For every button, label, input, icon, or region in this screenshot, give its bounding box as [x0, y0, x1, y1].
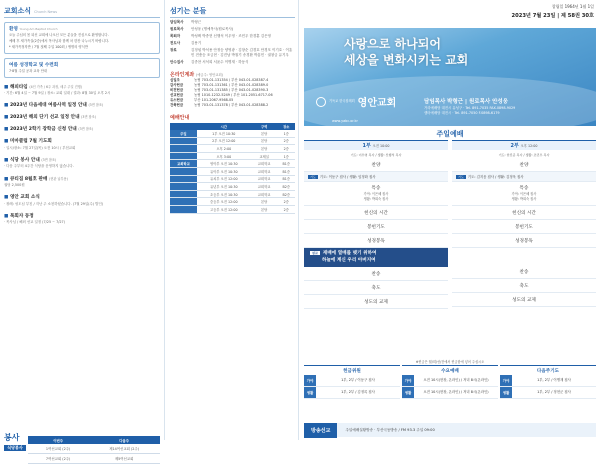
news-item: ■ 미마클럽 7월 기도회 · 일시/장소: 7월 27일(목) 오전 10시 / 부천교회: [4, 139, 76, 150]
staff-row: 장로 김정섭 박석용 안정승 양영광 · 김창순 김경호 안경모 이기호 · 이흥민 전충승 조금현 · 김진남 박철기 송경환 박흥민 · 권창금 유기우: [170, 48, 293, 58]
news-item: ■ 식당 봉사 안내 (3면 참조) · 다음 주부터 4주간 식당을 운영하지 않습니다.: [4, 157, 74, 169]
account-row: 선교헌금 농협 1010-1232-5249 / 부산 101-2051-6717-06: [170, 93, 273, 98]
account-row: 감사헌금 농협 703-01-131361 / 부산 043-01-028389-0: [170, 83, 269, 88]
table-row: 오후 2:00 본당 2층: [170, 145, 295, 153]
church-news-column: [0, 0, 165, 461]
table-row: 초등부 오전 10:30 교회학교 B2층: [170, 190, 295, 198]
table-row: 주일 1부 오전 10:30 본당 1층: [170, 130, 295, 137]
offering-committee: 헌금위원 가야 1부, 2부 / 이동구 집사 생활 1부, 2부 / 김정록 집사: [304, 365, 400, 399]
table-row: 2부 오전 12:00 본당 2층: [170, 137, 295, 145]
news-item: ■ 해피타임 (4인 가족 / 6주 과정, 매주 주일 진행) · 기간: 6월 4일 ~ 7월 9일 / 장소: 교회 일대 / 결과: 8월 30일 오후 2시: [4, 84, 111, 96]
welcome-line: 예배 후 새가족실(2층)에서 목사님과 함께 차 한잔 나누시기 바랍니다.: [9, 38, 110, 43]
serve-table: 이번주 다음주 1여선교회 (2주) 제14여선교회 (2주) 7여선교회 (2주) 제5여선교회: [28, 436, 160, 464]
news-title: 교회소식 Church News: [4, 6, 160, 18]
news-items: [4, 84, 160, 226]
table-row: 유년부 오전 10:30 교회학교 B2층: [170, 183, 295, 191]
table-row: 교회학교 영아부 오전 10:30 교회학교 B1층: [170, 160, 295, 168]
table-row: 유아부 오전 10:30 교회학교 B1층: [170, 168, 295, 176]
service-1: 1부 오전 10:00 기도: 이우영 목사 / 생활: 신행석 목사 찬양 기도 기도: 이동구 집사 / 생활: 임정화 집사 특송 가야: 이은혜 집사 생활: 박희숙 집사 헌신의 시간 봉헌기도 성경봉독 설교 재배에 열매를 맺기 위하여 하늘에 계신 우리 아버지여 찬송 축도 성도의 교제: [304, 140, 448, 309]
news-item: ■ 큐티집 8월호 판매 (현관 납부용) 권당 2,500원: [4, 176, 68, 188]
org-title: 섬기는 분들: [170, 6, 295, 18]
table-row: 오후 3:00 교제실 1층: [170, 152, 295, 160]
duty-section: [304, 365, 596, 399]
issue-header: [300, 0, 600, 22]
welcome-title: 환영: [9, 27, 18, 32]
welcome-box: 환영 Young Am Baptist Church 오늘 주님의 몸 되신 교회에 나오신 모든 분들을 진심으로 환영합니다. 예배 후 새가족실(2층)에서 목사님과 함께 차 한잔 나누시기 바랍니다. * 새가족정착반 / 7월 첫째 주일 100회 / 생명의 양식반: [4, 22, 160, 54]
church-logo: 기독교 한국침례회 영안교회: [316, 94, 396, 109]
issue-date: 2023년 7월 23일 | 제 58권 30호: [511, 13, 594, 19]
broadcast-footer: 방송선교 주일예배실황방송 · 부산극동방송 / FM 93.3 주일 09:00: [304, 423, 596, 437]
accounts-list: [170, 78, 295, 108]
table-row: 7여선교회 (2주) 제5여선교회: [28, 454, 160, 464]
worship-order-column: [300, 0, 600, 440]
summer-box: 여름 성경학교 및 수련회 7·8월 주일 공과 교육 안내: [4, 58, 160, 78]
staff-row: 전도사 김용기: [170, 41, 202, 46]
account-row: 비전헌금 농협 703-01-131385 / 부산 043-01-028390-3: [170, 88, 269, 93]
news-item: ■ 2023년 다음세대 여름사역 일정 안내 (3면 참조): [4, 103, 104, 109]
news-item: ■ 영안 교회 소식 · 장례: 성도님 부친 / 지난 주 소천하셨습니다. (7월 29일(수) 발인): [4, 195, 104, 206]
org-list: [170, 20, 295, 65]
account-row: 십일조 농협 703-01-131354 / 부산 043-01-028387-4: [170, 78, 269, 83]
staff-row: 원로목사 안성웅 (명예목사/원로목사): [170, 27, 234, 32]
table-row: 중등부 오전 12:00 본당 2층: [170, 198, 295, 206]
staff-row: 안수집사 김종찬 서석희 서윤수 이병재 · 하동식: [170, 60, 249, 65]
account-row: 건축헌금 농협 703-01-131378 / 부산 043-01-028388-2: [170, 103, 269, 108]
worship-title: 주일예배: [436, 130, 464, 138]
table-row: 1여선교회 (2주) 제14여선교회 (2주): [28, 444, 160, 454]
slogan: 사랑으로 하나되어 세상을 변화시키는 교회: [344, 37, 469, 68]
news-item: ■ 2023년 해외 단기 선교 일정 안내 (3면 참조): [4, 115, 96, 121]
news-item: ■ 목회자 동정 · 목사님 / 해외 선교 일정 (7/25 ~ 7/27): [4, 213, 66, 225]
church-info: 담임목사 박형근 | 원로목사 안성웅 거리예배당 대전시 유성구 · Tel. 891-7035 FAX.0898-9029 샘터예배당 대전시 · Tel. 891-7050 F.0898-6179: [424, 99, 516, 116]
banner: [304, 28, 596, 126]
staff-row: 담임목사 박형근: [170, 20, 202, 24]
founded-date: 창립일 1964년 1월 1일: [551, 4, 594, 9]
sermon-title: 설교 재배에 열매를 맺기 위하여 하늘에 계신 우리 아버지여: [304, 248, 448, 267]
staff-column: [166, 0, 299, 440]
service-2: 2부 오후 12:00 기도: 한진준 목사 / 생활: 조민우 목사 찬양 기도 기도: 김지음 집사 / 생활: 김정욱 집사 특송 가야: 이은혜 집사 생활: 박희숙 집사 헌신의 시간 봉헌기도 성경봉독 찬송 축도 성도의 교제: [452, 140, 596, 307]
staff-row: 목회자 박성택 박종현 신행석 이우영 · 조민우 한경훈 김은영: [170, 34, 271, 39]
offering-note: ※헌금은 월/회/선/전에서 헌금함에 넣어 주십시오: [415, 360, 485, 364]
welcome-line: * 새가족정착반 / 7월 첫째 주일 100회 / 생명의 양식반: [9, 44, 89, 49]
next-week-prayer: 다음주기도 가야 1부, 2부 / 이병재 집사 생활 1부, 2부 / 정현군 집사: [500, 365, 596, 399]
worship-schedule-title: 예배안내: [170, 115, 190, 122]
serve-label: 봉사 식당봉사: [4, 434, 26, 466]
table-row: 유치부 오전 12:00 교회학교 B1층: [170, 175, 295, 183]
wednesday-service: 수요예배 가야 오전 10시(현장, 온라인) / 저녁 8시(온라인) 생활 오전 10시(현장, 온라인) / 저녁 8시(온라인): [402, 365, 498, 399]
table-row: 고등부 오전 12:00 본당 2층: [170, 206, 295, 214]
news-item: ■ 2023년 2학기 장학금 신청 안내 (3면 참조): [4, 127, 94, 133]
church-url[interactable]: www.yabc.or.kr: [332, 119, 358, 123]
worship-schedule-table: 시간 구역 장소 주일 1부 오전 10:30 본당 1층 2부 오전 12:00 본당 2층 오후 2:00 본당 2층 오후 3:00 교제실 1층 교회학교 영아부 오전 10:30 교회학교 B1층 유아부 오전 10:30 교회학교 B1층 유치부 오전 12:00 교회학교 B1층 유년부 오전 10:30 교회학교 B2층 초등부 오전 10:30 교회학교 B2층 중등부 오전 12:00 본당 2층 고등부 오전 12:00 본당 2층: [170, 123, 295, 214]
church-logo-icon: [316, 97, 326, 107]
welcome-line: 오늘 주님의 몸 되신 교회에 나오신 모든 분들을 진심으로 환영합니다.: [9, 33, 109, 37]
account-row: 유스헌금 부산 101-2067-9568-05: [170, 98, 234, 103]
accounts-title: 온라인계좌 (예금주: 영안교회): [170, 72, 223, 79]
